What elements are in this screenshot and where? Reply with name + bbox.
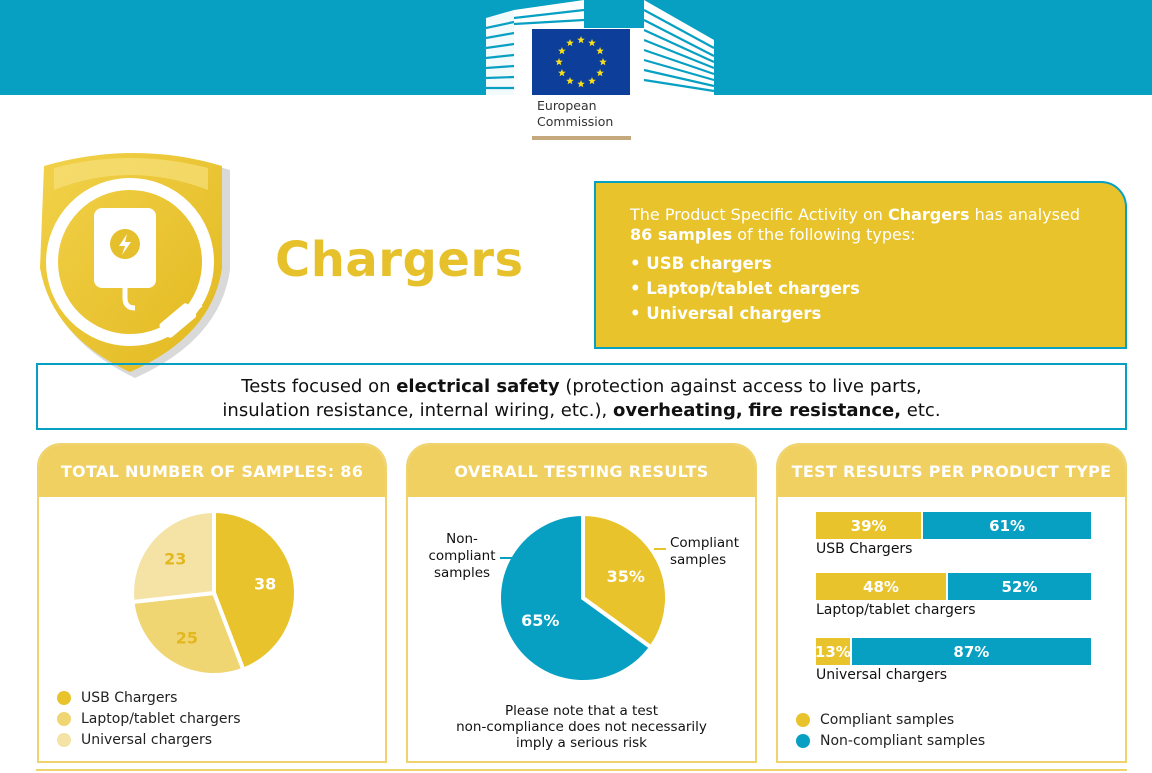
panel-overall-results bbox=[406, 443, 757, 763]
bar-row bbox=[816, 638, 1091, 684]
risk-note bbox=[408, 703, 755, 751]
compliant-callout bbox=[670, 535, 739, 569]
samples-pie-chart bbox=[39, 503, 385, 693]
intro-text bbox=[630, 205, 1105, 245]
non-compliant-bar-segment: 61% bbox=[923, 512, 1091, 539]
legend-item bbox=[796, 709, 985, 730]
callout-line: samples bbox=[670, 552, 727, 568]
bar-category-label: Universal chargers bbox=[816, 667, 948, 683]
legend-swatch bbox=[57, 691, 71, 705]
ec-underline bbox=[532, 136, 631, 140]
legend-swatch bbox=[57, 733, 71, 747]
pie-value-label: 23 bbox=[164, 549, 187, 569]
ec-org-line1: European bbox=[537, 98, 597, 113]
legend-swatch bbox=[796, 734, 810, 748]
tests-text: (protection against access to live parts, bbox=[559, 376, 922, 397]
tests-bold: overheating, bbox=[613, 400, 743, 421]
intro-text-bold: Chargers bbox=[887, 205, 970, 224]
callout-line: samples bbox=[433, 565, 491, 581]
panel-title: OVERALL TESTING RESULTS bbox=[408, 445, 755, 497]
tests-summary-box bbox=[36, 363, 1127, 430]
list-item: • Laptop/tablet chargers bbox=[630, 279, 860, 298]
pie-value-label: 38 bbox=[254, 574, 277, 594]
callout-line: compliant bbox=[428, 548, 496, 564]
bar-category-label: USB Chargers bbox=[816, 541, 913, 557]
intro-box bbox=[594, 181, 1127, 349]
panel-title: TOTAL NUMBER OF SAMPLES: 86 bbox=[39, 445, 385, 497]
ec-org-line2: Commission bbox=[537, 114, 614, 129]
legend-label: USB Chargers bbox=[81, 689, 178, 706]
non-compliant-callout bbox=[426, 531, 498, 582]
list-item: • Universal chargers bbox=[630, 304, 822, 323]
list-item: • USB chargers bbox=[630, 254, 772, 273]
tests-text: etc. bbox=[901, 400, 941, 421]
stacked-bar bbox=[816, 573, 1091, 600]
compliant-bar-segment: 48% bbox=[816, 573, 948, 600]
note-line: Please note that a test bbox=[504, 703, 658, 719]
samples-legend bbox=[57, 687, 241, 750]
non-compliant-bar-segment: 52% bbox=[948, 573, 1091, 600]
tests-line2 bbox=[38, 399, 1125, 423]
legend-swatch bbox=[57, 712, 71, 726]
panel-results-per-type bbox=[776, 443, 1127, 763]
stacked-bar bbox=[816, 638, 1091, 665]
intro-samples-post: of the following types: bbox=[732, 225, 916, 244]
bottom-divider bbox=[36, 769, 1127, 771]
pie-value-label: 65% bbox=[521, 610, 560, 630]
tests-line1 bbox=[38, 375, 1125, 399]
compliant-bar-segment: 13% bbox=[816, 638, 852, 665]
tests-text: Tests focused on bbox=[241, 376, 397, 397]
legend-item bbox=[57, 687, 241, 708]
legend-label: Non-compliant samples bbox=[820, 732, 986, 749]
tests-bold: electrical safety bbox=[396, 376, 560, 397]
stacked-bar bbox=[816, 512, 1091, 539]
intro-text-pre: The Product Specific Activity on bbox=[630, 205, 888, 224]
tests-bold: fire resistance, bbox=[748, 400, 902, 421]
charger-types-list bbox=[630, 251, 1105, 326]
intro-samples-bold: 86 samples bbox=[630, 225, 733, 244]
charger-shield-icon bbox=[30, 150, 250, 385]
legend-item bbox=[57, 729, 241, 750]
note-line: non-compliance does not necessarily bbox=[456, 719, 707, 735]
bar-row bbox=[816, 512, 1091, 558]
pie-value-label: 35% bbox=[606, 567, 645, 587]
legend-item bbox=[796, 730, 985, 751]
legend-label: Laptop/tablet chargers bbox=[81, 710, 241, 727]
page-title: Chargers bbox=[275, 232, 524, 288]
callout-line: Compliant bbox=[670, 535, 740, 551]
legend-item bbox=[57, 708, 241, 729]
non-compliant-bar-segment: 87% bbox=[852, 638, 1091, 665]
bar-row bbox=[816, 573, 1091, 619]
legend-label: Universal chargers bbox=[81, 731, 213, 748]
panel-total-samples bbox=[37, 443, 387, 763]
panel-title: TEST RESULTS PER PRODUCT TYPE bbox=[778, 445, 1125, 497]
results-legend bbox=[796, 709, 985, 751]
pie-value-label: 25 bbox=[175, 628, 199, 648]
note-line: imply a serious risk bbox=[516, 735, 647, 751]
callout-line: Non- bbox=[446, 531, 478, 547]
bar-category-label: Laptop/tablet chargers bbox=[816, 602, 976, 618]
compliant-bar-segment: 39% bbox=[816, 512, 923, 539]
legend-swatch bbox=[796, 713, 810, 727]
ec-org-name bbox=[537, 98, 613, 130]
legend-label: Compliant samples bbox=[820, 711, 955, 728]
intro-text-post: has analysed bbox=[969, 205, 1080, 224]
tests-text: insulation resistance, internal wiring, etc.), bbox=[222, 400, 613, 421]
